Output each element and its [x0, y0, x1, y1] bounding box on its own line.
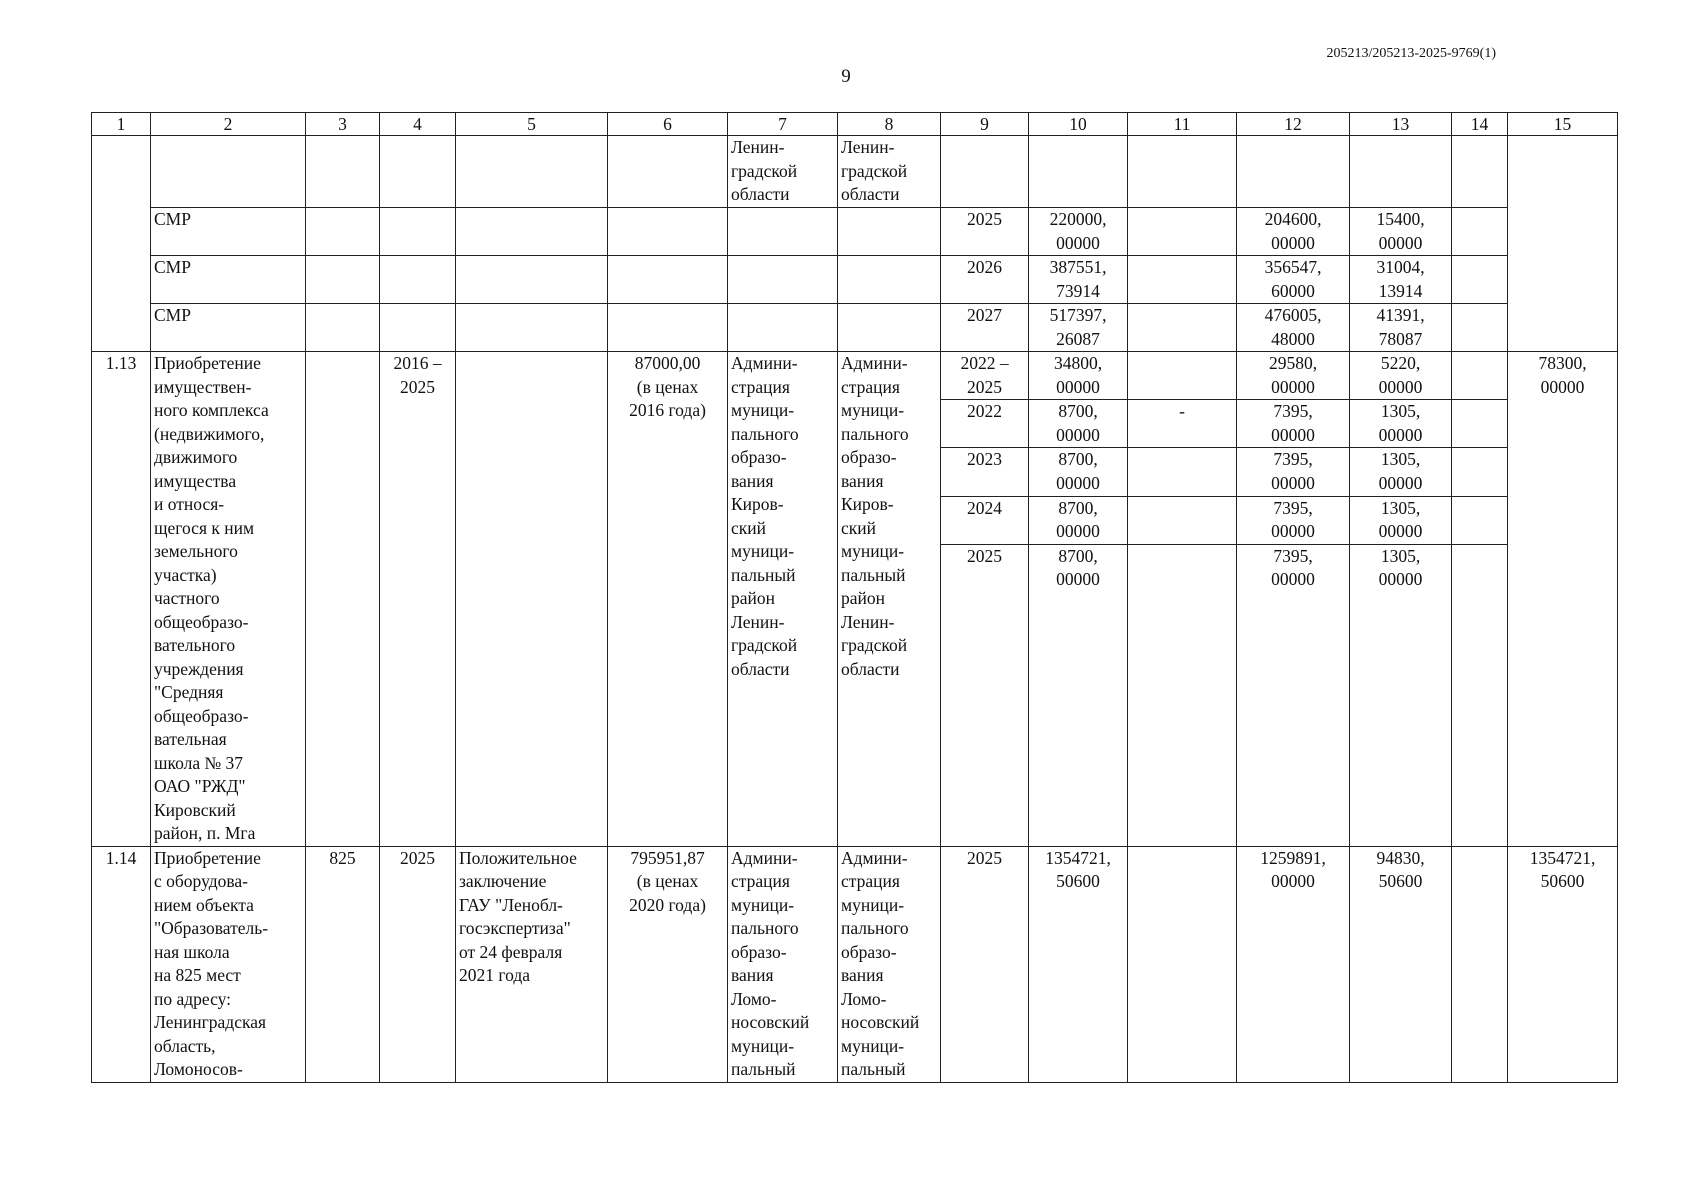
table-row: [92, 208, 1618, 256]
cell-empty: [1128, 496, 1237, 544]
cell-regional: 7395, 00000: [1237, 400, 1350, 448]
header-cell: 10: [1029, 113, 1128, 136]
header-cell: 1: [92, 113, 151, 136]
cell-empty: [728, 304, 838, 352]
cell-regional: 204600, 00000: [1237, 208, 1350, 256]
cell-empty: [380, 136, 456, 208]
cell-empty: [92, 136, 151, 352]
cell-empty: [306, 208, 380, 256]
header-cell: 15: [1508, 113, 1618, 136]
cell-executor: Админи- страция муници- пального образо- вания Киров- ский муници- пальный район Ленин- градской области: [728, 352, 838, 847]
cell-local: 1305, 00000: [1350, 400, 1452, 448]
header-cell: 12: [1237, 113, 1350, 136]
cell-local: 1305, 00000: [1350, 496, 1452, 544]
header-cell: 4: [380, 113, 456, 136]
cell-local: 5220, 00000: [1350, 352, 1452, 400]
table-row: [92, 846, 1618, 1082]
cell-empty: [1128, 136, 1237, 208]
cell-regional: 7395, 00000: [1237, 544, 1350, 846]
cell-empty: [1452, 448, 1508, 496]
cell-local: 1305, 00000: [1350, 544, 1452, 846]
cell-expertise: Положительное заключение ГАУ "Ленобл- госэкспертиза" от 24 февраля 2021 года: [456, 846, 608, 1082]
cell-empty: [456, 136, 608, 208]
cell-empty: [306, 256, 380, 304]
cell-empty: [151, 136, 306, 208]
cell-empty: [1128, 208, 1237, 256]
cell-regional: 476005, 48000: [1237, 304, 1350, 352]
cell-period: 2016 – 2025: [380, 352, 456, 847]
cell-row-number: 1.13: [92, 352, 151, 847]
header-cell: 5: [456, 113, 608, 136]
cell-year: 2025: [941, 544, 1029, 846]
cell-empty: [1128, 846, 1237, 1082]
cell-period: 2025: [380, 846, 456, 1082]
cell-object-name: Приобретение с оборудова- нием объекта "Образователь- ная школа на 825 мест по адресу: Ленинградская область, Ломоносов-: [151, 846, 306, 1082]
cell-regional: 29580, 00000: [1237, 352, 1350, 400]
header-cell: 8: [838, 113, 941, 136]
document-id: 205213/205213-2025-9769(1): [1326, 46, 1496, 61]
cell-local: 15400, 00000: [1350, 208, 1452, 256]
header-cell: 14: [1452, 113, 1508, 136]
cell-total: 8700, 00000: [1029, 448, 1128, 496]
cell-regional: 356547, 60000: [1237, 256, 1350, 304]
cell-empty: [1128, 256, 1237, 304]
cell-empty: [1237, 136, 1350, 208]
cell-total: 8700, 00000: [1029, 544, 1128, 846]
table-row: [92, 256, 1618, 304]
cell-work-type: СМР: [151, 256, 306, 304]
cell-total: 387551, 73914: [1029, 256, 1128, 304]
cell-empty: [1452, 208, 1508, 256]
header-cell: 7: [728, 113, 838, 136]
cell-year: 2024: [941, 496, 1029, 544]
cell-regional: 1259891, 00000: [1237, 846, 1350, 1082]
cell-regional: 7395, 00000: [1237, 448, 1350, 496]
cell-empty: [456, 256, 608, 304]
table-row: [92, 352, 1618, 400]
cell-estimated-cost: 87000,00 (в ценах 2016 года): [608, 352, 728, 847]
cell-empty: [941, 136, 1029, 208]
cell-estimated-cost: 795951,87 (в ценах 2020 года): [608, 846, 728, 1082]
cell-year: 2027: [941, 304, 1029, 352]
header-cell: 3: [306, 113, 380, 136]
page-number: 9: [841, 66, 851, 87]
cell-empty: [380, 256, 456, 304]
header-row: [92, 113, 1618, 136]
cell-empty: [1452, 846, 1508, 1082]
cell-work-type: СМР: [151, 208, 306, 256]
cell-empty: [1128, 304, 1237, 352]
cell-empty: [380, 208, 456, 256]
cell-capacity: 825: [306, 846, 380, 1082]
cell-local: 41391, 78087: [1350, 304, 1452, 352]
cell-total: 8700, 00000: [1029, 496, 1128, 544]
header-cell: 2: [151, 113, 306, 136]
cell-year: 2025: [941, 846, 1029, 1082]
program-table: [91, 112, 1618, 1083]
cell-local: 1305, 00000: [1350, 448, 1452, 496]
cell-regional: 7395, 00000: [1237, 496, 1350, 544]
cell-year: 2022 – 2025: [941, 352, 1029, 400]
cell-empty: [1508, 136, 1618, 352]
cell-empty: [1452, 136, 1508, 208]
cell-executor: Админи- страция муници- пального образо- вания Ломо- носовский муници- пальный: [728, 846, 838, 1082]
cell-empty: [380, 304, 456, 352]
cell-dash: -: [1128, 400, 1237, 448]
cell-empty: [1128, 544, 1237, 846]
cell-empty: [1452, 496, 1508, 544]
cell-year: 2023: [941, 448, 1029, 496]
cell-empty: [1452, 352, 1508, 400]
cell-work-type: СМР: [151, 304, 306, 352]
cell-empty: [1452, 400, 1508, 448]
cell-remaining: 78300, 00000: [1508, 352, 1618, 847]
cell-empty: [838, 304, 941, 352]
cell-empty: [1452, 544, 1508, 846]
cell-empty: [306, 136, 380, 208]
cell-empty: [728, 256, 838, 304]
header-cell: 11: [1128, 113, 1237, 136]
cell-empty: [1452, 304, 1508, 352]
table-row: [92, 136, 1618, 208]
cell-customer: Админи- страция муници- пального образо- вания Киров- ский муници- пальный район Ленин- градской области: [838, 352, 941, 847]
cell-remaining: 1354721, 50600: [1508, 846, 1618, 1082]
cell-empty: [1350, 136, 1452, 208]
cell-empty: [838, 256, 941, 304]
cell-total: 517397, 26087: [1029, 304, 1128, 352]
cell-total: 220000, 00000: [1029, 208, 1128, 256]
cell-empty: [1128, 448, 1237, 496]
cell-customer: Админи- страция муници- пального образо- вания Ломо- носовский муници- пальный: [838, 846, 941, 1082]
cell-total: 34800, 00000: [1029, 352, 1128, 400]
header-cell: 9: [941, 113, 1029, 136]
cell-total: 1354721, 50600: [1029, 846, 1128, 1082]
cell-empty: [456, 304, 608, 352]
cell-local: 31004, 13914: [1350, 256, 1452, 304]
cell-empty: [1029, 136, 1128, 208]
cell-empty: [456, 208, 608, 256]
cell-local: 94830, 50600: [1350, 846, 1452, 1082]
cell-empty: [306, 304, 380, 352]
cell-empty: [1452, 256, 1508, 304]
table-row: [92, 304, 1618, 352]
cell-empty: [608, 256, 728, 304]
cell-empty: [1128, 352, 1237, 400]
cell-executor: Ленин- градской области: [728, 136, 838, 208]
cell-empty: [608, 304, 728, 352]
cell-object-name: Приобретение имуществен- ного комплекса (недвижимого, движимого имущества и относя- щегося к ним земельного участка) частного общеобразо- вательного учреждения "Средняя общеобразо- вательная школа № 37 ОАО "РЖД" Кировский район, п. Мга: [151, 352, 306, 847]
cell-year: 2022: [941, 400, 1029, 448]
header-cell: 6: [608, 113, 728, 136]
cell-empty: [456, 352, 608, 847]
cell-empty: [838, 208, 941, 256]
cell-year: 2025: [941, 208, 1029, 256]
header-cell: 13: [1350, 113, 1452, 136]
cell-year: 2026: [941, 256, 1029, 304]
cell-empty: [608, 208, 728, 256]
cell-empty: [306, 352, 380, 847]
cell-empty: [608, 136, 728, 208]
cell-customer: Ленин- градской области: [838, 136, 941, 208]
cell-row-number: 1.14: [92, 846, 151, 1082]
cell-total: 8700, 00000: [1029, 400, 1128, 448]
cell-empty: [728, 208, 838, 256]
